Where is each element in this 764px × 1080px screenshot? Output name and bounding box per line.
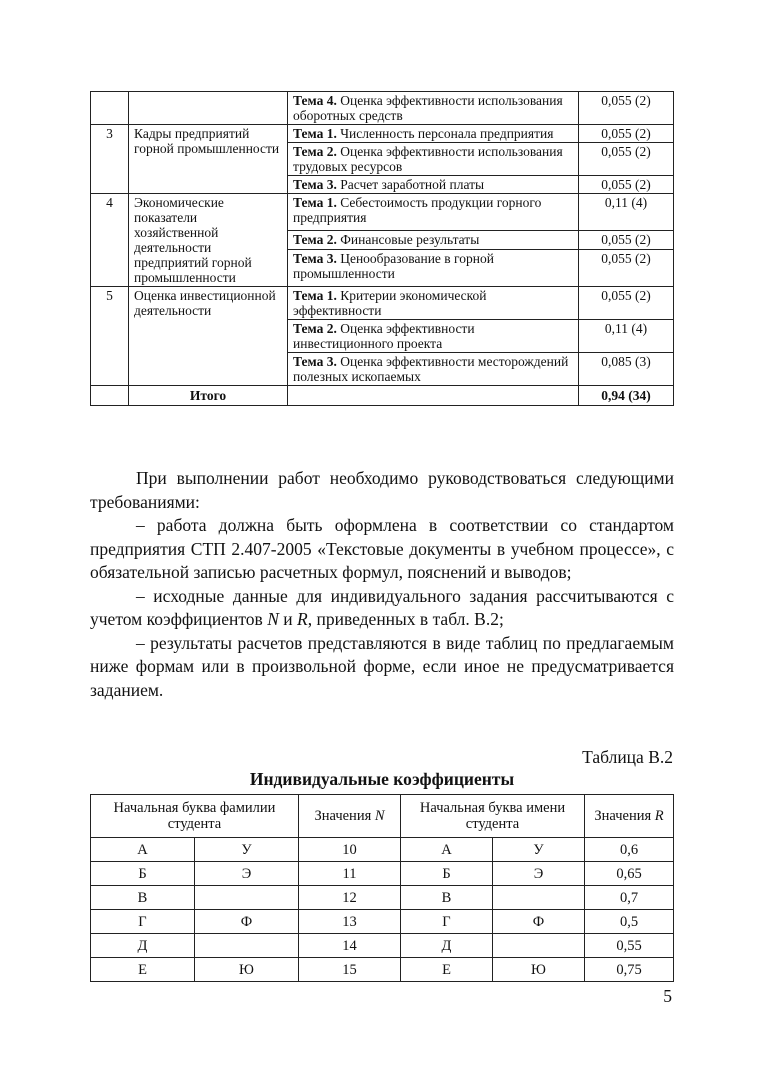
variable-r: R: [297, 609, 308, 629]
row-number: 5: [91, 287, 129, 386]
topic-text: Себестоимость продукции горного предприятия: [293, 195, 542, 225]
table-row: [91, 886, 674, 910]
surname-letter-cell: [195, 934, 299, 958]
name-letter-cell: Ю: [493, 958, 585, 982]
table-row: [91, 910, 674, 934]
topic-label: Тема 4.: [293, 93, 337, 108]
header-text: Значения: [314, 808, 375, 824]
value-cell: 0,055 (2): [579, 176, 674, 194]
section-cell: Кадры предприятий горной промышленности: [129, 125, 288, 194]
paragraph-requirement-2: [90, 585, 674, 632]
name-letter-cell: У: [493, 838, 585, 862]
table-row: [91, 194, 674, 231]
name-letter-cell: [493, 886, 585, 910]
value-cell: 0,055 (2): [579, 125, 674, 143]
row-number: 3: [91, 125, 129, 194]
topic-text: Оценка эффективности месторождений полезных ископаемых: [293, 354, 569, 384]
topic-text: Финансовые результаты: [336, 231, 480, 247]
name-letter-cell: Г: [401, 910, 493, 934]
topic-label: Тема 3.: [293, 177, 337, 192]
table-header-row: [91, 795, 674, 838]
topic-text: Оценка эффективности инвестиционного проекта: [293, 321, 475, 351]
surname-letter-cell: А: [91, 838, 195, 862]
topic-text: Расчет заработной платы: [336, 177, 485, 192]
topic-text: Численность персонала предприятия: [336, 126, 554, 141]
total-row: [91, 386, 674, 406]
header-name-letter: Начальная буква имени студента: [401, 795, 585, 838]
topic-cell: [288, 92, 579, 125]
topic-cell: [288, 353, 579, 386]
table-title: Индивидуальные коэффициенты: [249, 769, 515, 789]
header-r-values: [585, 795, 674, 838]
name-letter-cell: А: [401, 838, 493, 862]
surname-letter-cell: Ю: [195, 958, 299, 982]
topic-cell: [288, 250, 579, 287]
value-cell: 0,055 (2): [579, 287, 674, 320]
name-letter-cell: Э: [493, 862, 585, 886]
text-fragment: – исходные данные для индивидуального задания рассчитываются с учетом коэффициентов: [90, 585, 674, 629]
table-label: Таблица В.2: [582, 747, 673, 767]
topic-text: Критерии экономической эффективности: [293, 288, 487, 318]
topic-text: Оценка эффективности использования трудовых ресурсов: [293, 144, 563, 174]
r-value-cell: 0,75: [585, 958, 674, 982]
table-row: [91, 287, 674, 320]
n-value-cell: 15: [299, 958, 401, 982]
variable-n: N: [374, 808, 385, 824]
n-value-cell: 14: [299, 934, 401, 958]
paragraph-intro: При выполнении работ необходимо руководствоваться следующими требованиями:: [90, 468, 674, 512]
n-value-cell: 13: [299, 910, 401, 934]
name-letter-cell: Д: [401, 934, 493, 958]
value-cell: 0,11 (4): [579, 194, 674, 231]
topic-cell: [288, 320, 579, 353]
r-value-cell: 0,5: [585, 910, 674, 934]
topic-cell: [288, 230, 579, 250]
value-cell: 0,085 (3): [579, 353, 674, 386]
name-letter-cell: В: [401, 886, 493, 910]
total-value: 0,94 (34): [579, 386, 674, 406]
value-cell: 0,055 (2): [579, 230, 674, 250]
n-value-cell: 12: [299, 886, 401, 910]
surname-letter-cell: В: [91, 886, 195, 910]
name-letter-cell: Е: [401, 958, 493, 982]
table-row: [91, 125, 674, 143]
value-cell: 0,11 (4): [579, 320, 674, 353]
surname-letter-cell: Б: [91, 862, 195, 886]
surname-letter-cell: Е: [91, 958, 195, 982]
section-cell: [129, 92, 288, 125]
text-fragment: и: [278, 609, 298, 629]
row-number: 4: [91, 194, 129, 287]
topic-text: Оценка эффективности использования оборотных средств: [293, 93, 563, 123]
topic-label: Тема 2.: [293, 321, 337, 336]
table-row: [91, 958, 674, 982]
topic-cell: [288, 125, 579, 143]
paragraph-requirement-3: – результаты расчетов представляются в виде таблиц по предлагаемым ниже формам или в произвольной форме, если иное не предусматривается заданием.: [90, 632, 674, 700]
section-cell: Оценка инвестиционной деятельности: [129, 287, 288, 386]
surname-letter-cell: Д: [91, 934, 195, 958]
topic-cell: [288, 143, 579, 176]
topic-label: Тема 3.: [293, 354, 337, 369]
r-value-cell: 0,65: [585, 862, 674, 886]
header-n-values: [299, 795, 401, 838]
r-value-cell: 0,7: [585, 886, 674, 910]
topic-label: Тема 1.: [293, 126, 337, 141]
name-letter-cell: Ф: [493, 910, 585, 934]
n-value-cell: 11: [299, 862, 401, 886]
topic-cell: [288, 287, 579, 320]
topic-cell: [288, 194, 579, 231]
table-row: [91, 838, 674, 862]
surname-letter-cell: Г: [91, 910, 195, 934]
body-text: [90, 467, 674, 702]
text-fragment: , приведенных в табл. В.2;: [307, 609, 504, 629]
paragraph-requirement-1: – работа должна быть оформлена в соответствии со стандартом предприятия СТП 2.407-2005 «Текстовые документы в учебном процессе», с обязательной записью расчетных формул, пояснений и выводов;: [90, 515, 674, 582]
topics-table: [90, 91, 674, 406]
surname-letter-cell: У: [195, 838, 299, 862]
header-surname-letter: Начальная буква фамилии студента: [91, 795, 299, 838]
total-empty-cell: [288, 386, 579, 406]
name-letter-cell: Б: [401, 862, 493, 886]
r-value-cell: 0,6: [585, 838, 674, 862]
name-letter-cell: [493, 934, 585, 958]
coefficients-table: [90, 794, 674, 982]
topic-cell: [288, 176, 579, 194]
page-number: 5: [663, 986, 672, 1006]
value-cell: 0,055 (2): [579, 92, 674, 125]
n-value-cell: 10: [299, 838, 401, 862]
surname-letter-cell: Ф: [195, 910, 299, 934]
value-cell: 0,055 (2): [579, 250, 674, 287]
table-row: [91, 862, 674, 886]
table-row: [91, 92, 674, 125]
row-number: [91, 92, 129, 125]
topic-label: Тема 2.: [293, 231, 337, 247]
r-value-cell: 0,55: [585, 934, 674, 958]
variable-n: N: [267, 609, 279, 629]
section-cell: Экономические показатели хозяйственной деятельности предприятий горной промышленности: [129, 194, 288, 287]
total-label: Итого: [129, 386, 288, 406]
value-cell: 0,055 (2): [579, 143, 674, 176]
header-text: Значения: [594, 808, 655, 824]
surname-letter-cell: [195, 886, 299, 910]
topic-label: Тема 3.: [293, 251, 337, 267]
topic-label: Тема 1.: [293, 288, 337, 303]
topic-label: Тема 1.: [293, 195, 337, 210]
topic-label: Тема 2.: [293, 144, 337, 159]
total-num-cell: [91, 386, 129, 406]
table-row: [91, 934, 674, 958]
surname-letter-cell: Э: [195, 862, 299, 886]
topic-text: Ценообразование в горной промышленности: [293, 251, 494, 282]
variable-r: R: [654, 808, 664, 824]
